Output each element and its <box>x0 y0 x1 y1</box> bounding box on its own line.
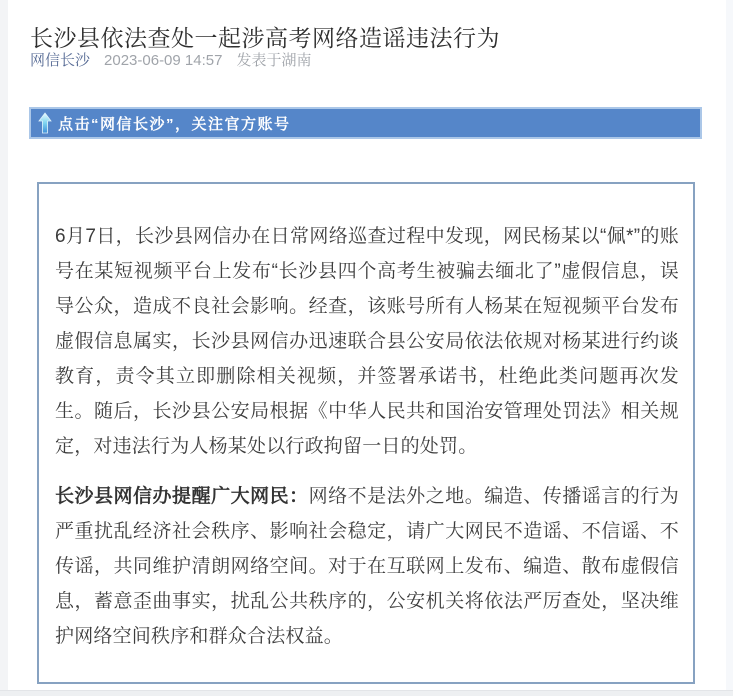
page-left-gutter <box>0 0 8 696</box>
page-bottom-edge <box>0 690 733 696</box>
paragraph-text: 6月7日，长沙县网信办在日常网络巡查过程中发现，网民杨某以“佩*”的账号在某短视频平台上发布“长沙县四个高考生被骗去缅北了”虚假信息，误导公众，造成不良社会影响。经查，该账号所有人杨某在短视频平台发布虚假信息属实，长沙县网信办迅速联合县公安局依法依规对杨某进行约谈教育，责令其立即删除相关视频，并签署承诺书，杜绝此类问题再次发生。随后，长沙县公安局根据《中华人民共和国治安管理处罚法》相关规定，对违法行为人杨某处以行政拘留一日的处罚。 <box>55 226 679 457</box>
up-arrow-icon <box>38 112 52 134</box>
page-right-gutter <box>726 0 733 696</box>
follow-account-banner[interactable] <box>29 107 702 139</box>
page-title: 长沙县依法查处一起涉高考网络造谣违法行为 <box>30 25 500 52</box>
article-paragraph-reminder <box>55 479 679 654</box>
article-meta <box>30 49 311 70</box>
publish-time: 2023-06-09 14:57 <box>104 52 223 69</box>
reminder-lead: 长沙县网信办提醒广大网民： <box>55 486 309 507</box>
reminder-text: 网络不是法外之地。编造、传播谣言的行为严重扰乱经济社会秩序、影响社会稳定，请广大网民不造谣、不信谣、不传谣，共同维护清朗网络空间。对于在互联网上发布、编造、散布虚假信息，蓄意歪曲事实，扰乱公共秩序的，公安机关将依法严厉查处，坚决维护网络空间秩序和群众合法权益。 <box>55 486 679 647</box>
follow-banner-label: 点击“网信长沙”，关注官方账号 <box>58 115 291 133</box>
publish-location: 发表于湖南 <box>236 52 312 69</box>
account-name-link[interactable]: 网信长沙 <box>30 52 91 69</box>
article-paragraph <box>55 219 679 464</box>
article-body-box <box>37 182 695 684</box>
